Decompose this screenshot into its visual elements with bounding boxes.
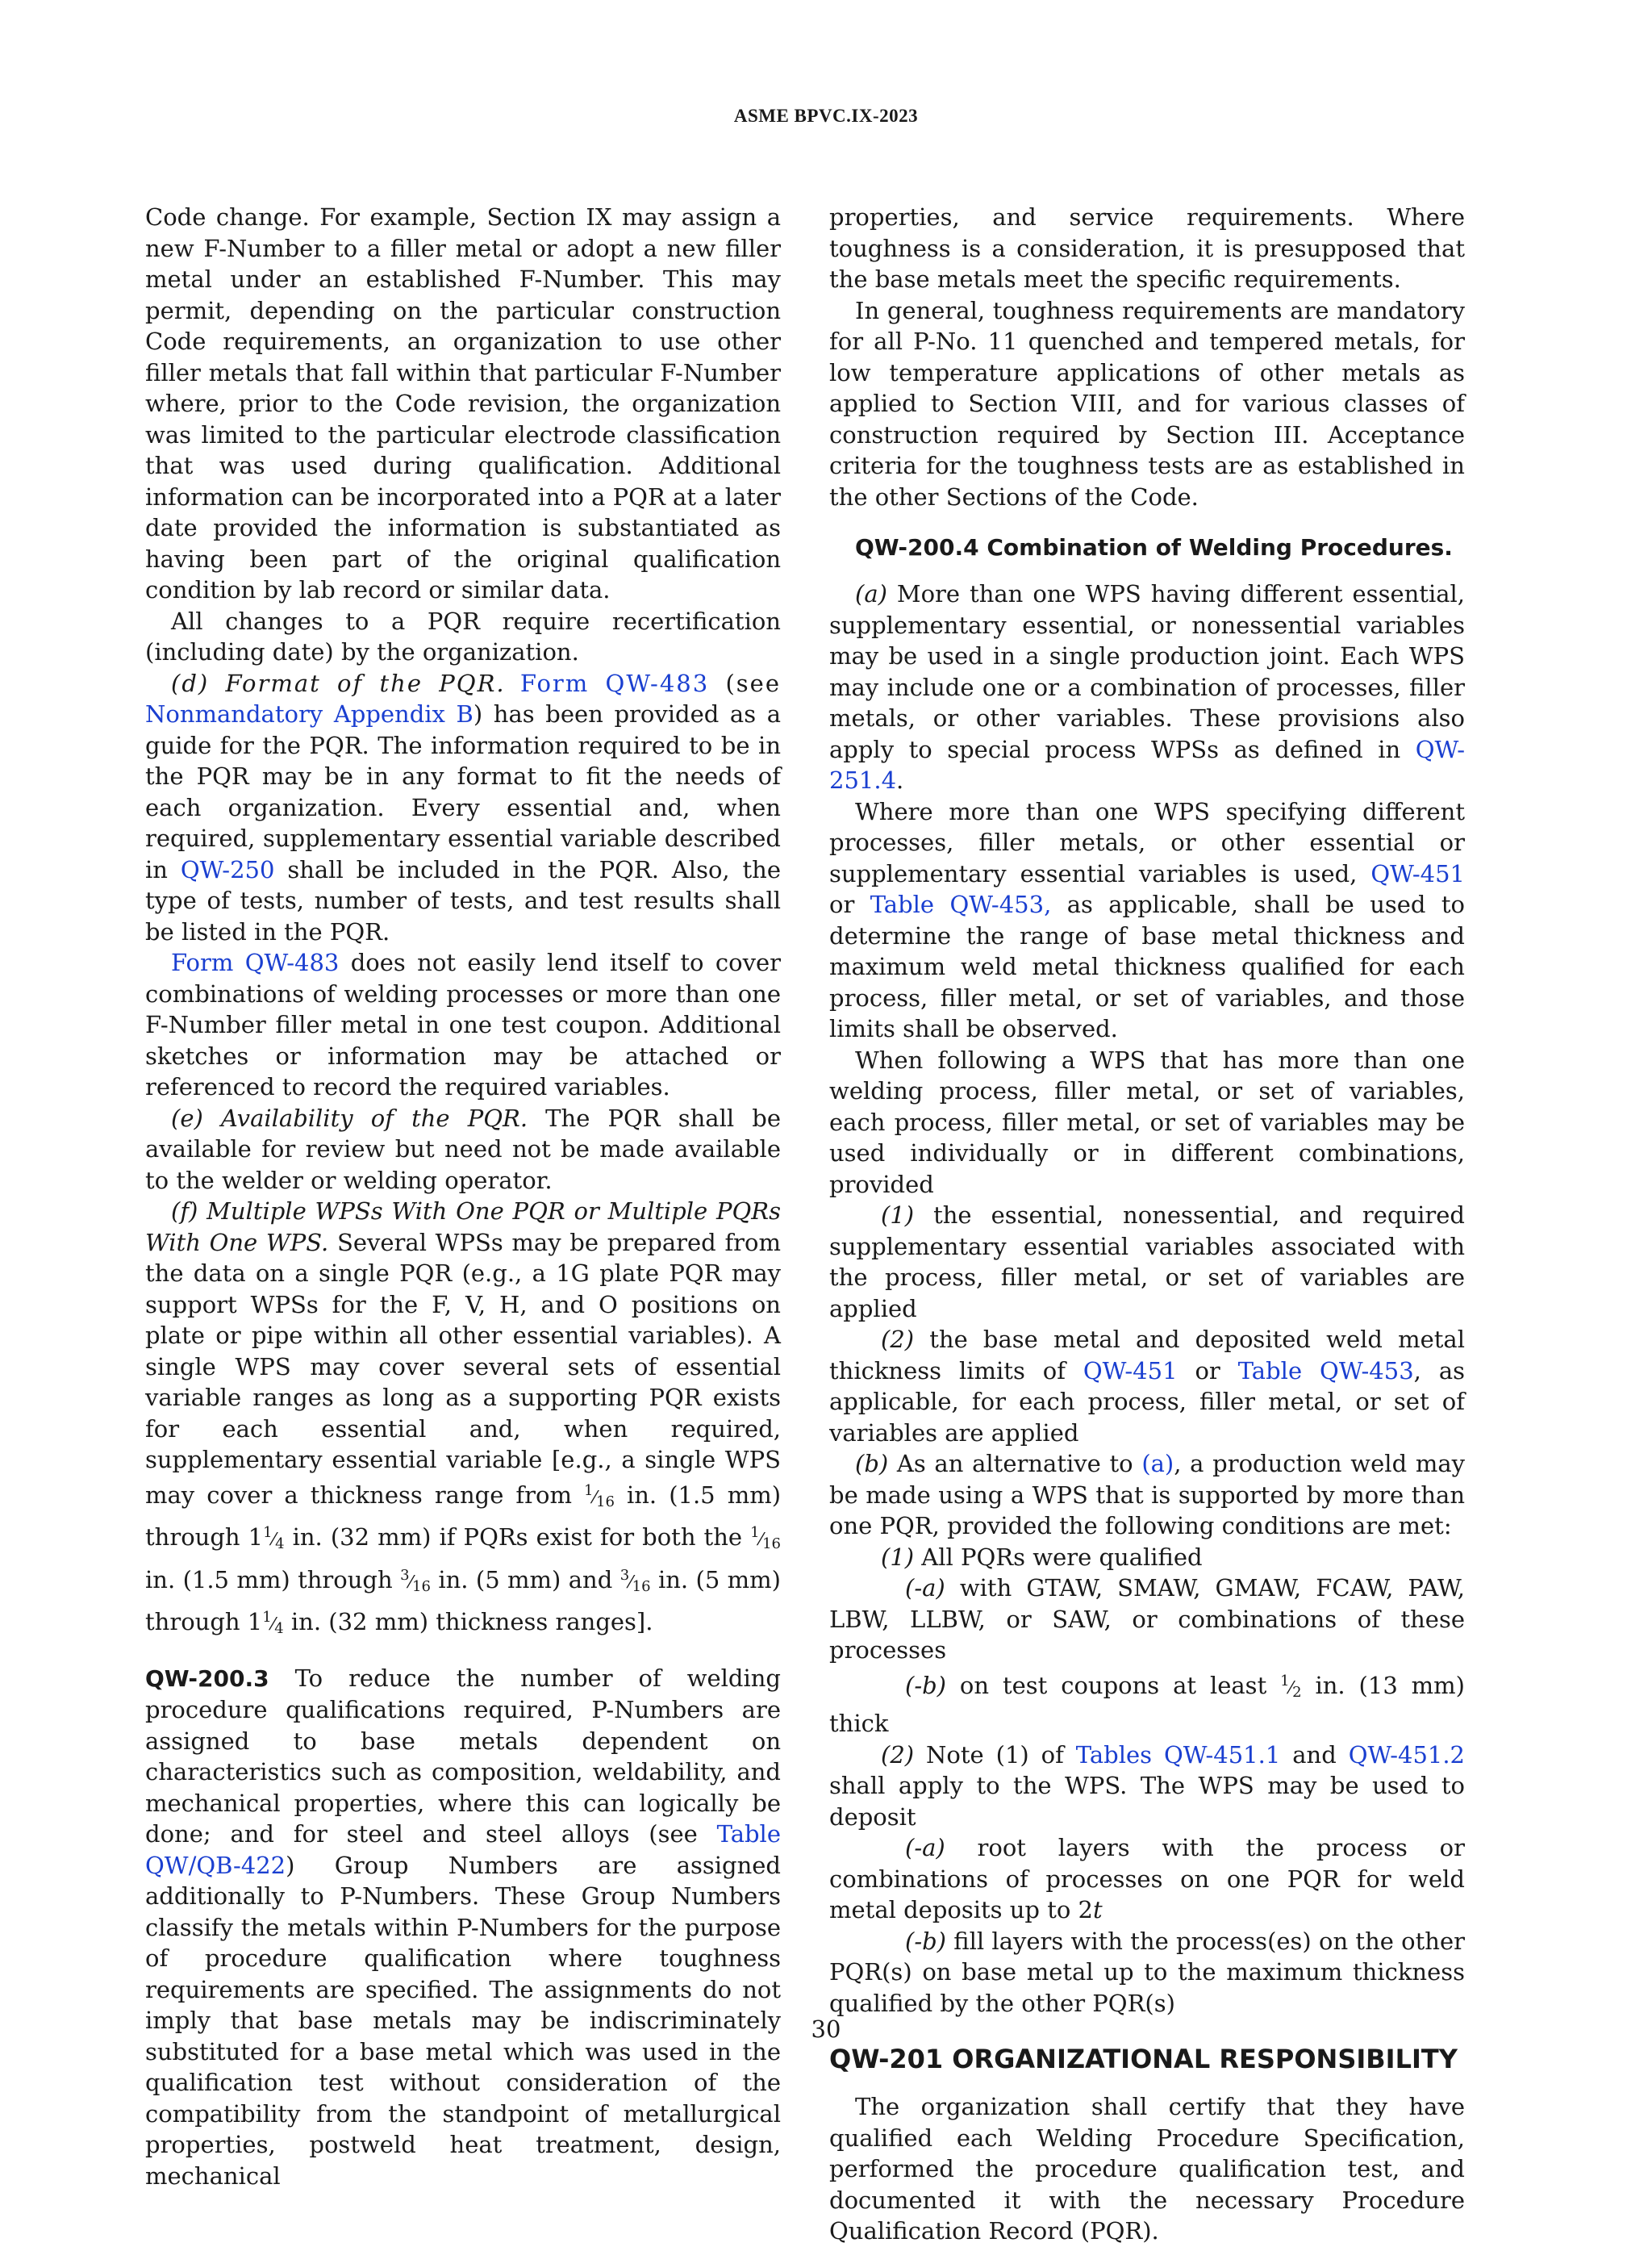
paragraph-item-a: (a) More than one WPS having different essential, supplementary essential, or nonessential variables may be used in a single production joint. Each WPS may include one or a combination of processes, filler metals, or other variables. These provisions also apply to special process WPSs as defined in QW-251.4. <box>829 580 1465 794</box>
format-of-pqr-label: (d) Format of the PQR. <box>171 669 506 697</box>
page-number: 30 <box>811 2015 841 2043</box>
paragraph-organization: The organization shall certify that they have qualified each Welding Procedure Specification, performed the procedure qualification test, and documented it with the necessary Procedure Qualification Record (PQR). <box>829 2093 1465 2245</box>
fraction: $^1⁄_2$ <box>1280 1672 1302 1701</box>
paragraph-service-requirements: properties, and service requirements. Where toughness is a consideration, it is presupposed that the base metals meet the specific requirements. <box>829 203 1465 293</box>
running-head: ASME BPVC.IX-2023 <box>733 106 919 126</box>
paragraph-form-qw-483: Form QW-483 does not easily lend itself to cover combinations of welding processes or more than one F-Number filler metal in one test coupon. Additional sketches or information may be attached or referenced to record the required variables. <box>145 949 781 1101</box>
qw-451-link[interactable]: QW-451 <box>1370 859 1465 888</box>
multiple-wps-label: (f) Multiple WPSs With One PQR or Multiple PQRs With One WPS. <box>145 1197 781 1256</box>
fraction: $^1⁄_4$ <box>263 1524 285 1552</box>
right-column <box>829 202 1465 2247</box>
paragraph-toughness: In general, toughness requirements are mandatory for all P-No. 11 quenched and tempered metals, for low temperature applications of other metals as applied to Section VIII, and for various classes of construction required by Section III. Acceptance criteria for the toughness tests are as established in the other Sections of the Code. <box>829 296 1465 511</box>
fraction: $^3⁄_{16}$ <box>400 1566 431 1595</box>
qw-451-link-2[interactable]: QW-451 <box>1083 1356 1178 1385</box>
paragraph-item-b2: (2) Note (1) of Tables QW-451.1 and QW-451.2 shall apply to the WPS. The WPS may be used to deposit <box>829 1740 1466 1831</box>
qw-200-3-label: QW-200.3 <box>145 1664 269 1692</box>
nonmandatory-appendix-b-link[interactable]: Nonmandatory Appendix B <box>145 700 473 728</box>
item-a-link[interactable]: (a) <box>1141 1450 1174 1477</box>
qw-250-link[interactable]: QW-250 <box>180 855 275 883</box>
qw-200-4-heading: QW-200.4 Combination of Welding Procedures. <box>855 534 1453 561</box>
qw-201-heading: QW-201 ORGANIZATIONAL RESPONSIBILITY <box>829 2044 1458 2074</box>
table-qw-453-link[interactable]: Table QW-453, <box>870 891 1052 918</box>
form-qw-483-link[interactable]: Form QW-483 <box>519 669 710 697</box>
paragraph-item-b1a: (-a) with GTAW, SMAW, GMAW, FCAW, PAW, LBW, LLBW, or SAW, or combinations of these processes <box>829 1574 1465 1664</box>
left-column <box>145 202 781 2191</box>
table-qw-qb-422-link[interactable]: Table QW/QB-422 <box>145 1820 781 1879</box>
qw-251-4-link[interactable]: QW-251.4 <box>829 735 1465 794</box>
paragraph-recertification: All changes to a PQR require recertification (including date) by the organization. <box>145 607 781 666</box>
paragraph-item-2: (2) the base metal and deposited weld metal thickness limits of QW-451 or Table QW-453, as applicable, for each process, filler metal, or set of variables are applied <box>829 1326 1465 1447</box>
paragraph-availability: (e) Availability of the PQR. The PQR shall be available for review but need not be made available to the welder or welding operator. <box>145 1104 781 1194</box>
paragraph-where-more-than-one: Where more than one WPS specifying different processes, filler metals, or other essential or supplementary essential variables is used, QW-451 or Table QW-453, as applicable, shall be used to determine the range of base metal thickness and maximum weld metal thickness qualified for each process, filler metal, or set of variables, and those limits shall be observed. <box>829 797 1465 1042</box>
paragraph-item-b: (b) As an alternative to (a), a production weld may be made using a WPS that is supported by more than one PQR, provided the following conditions are met: <box>829 1450 1466 1539</box>
fraction: $^1⁄_4$ <box>262 1609 284 1637</box>
table-qw-453-link-2[interactable]: Table QW-453 <box>1237 1356 1414 1385</box>
paragraph-format-of-pqr: (d) Format of the PQR. Form QW-483 (see Nonmandatory Appendix B) has been provided as a guide for the PQR. The information required to be in the PQR may be in any format to fit the needs of each organization. Every essential and, when required, supplementary essential variable described in QW-250 shall be included in the PQR. Also, the type of tests, number of tests, and test results shall be listed in the PQR. <box>145 669 781 946</box>
paragraph-qw-200-3: QW-200.3 To reduce the number of welding procedure qualifications required, P-Numbers are assigned to base metals dependent on characteristics such as composition, weldability, and mechanical properties, where this can logically be done; and for steel and steel alloys (see Table QW/QB-422) Group Numbers are assigned additionally to P-Numbers. These Group Numbers classify the metals within P-Numbers for the purpose of procedure qualification where toughness requirements are specified. The assignments do not imply that base metals may be indiscriminately substituted for a base metal which was used in the qualification test without consideration of the compatibility from the standpoint of metallurgical properties, postweld heat treatment, design, mechanical <box>145 1664 781 2190</box>
paragraph-item-b2b: (-b) fill layers with the process(es) on the other PQR(s) on base metal up to the maximum thickness qualified by the other PQR(s) <box>829 1927 1465 2017</box>
paragraph-item-b1: (1) All PQRs were qualified <box>881 1543 1203 1571</box>
fraction: $^1⁄_{16}$ <box>750 1524 781 1552</box>
paragraph-when-following: When following a WPS that has more than one welding process, filler metal, or set of variables, each process, filler metal, or set of variables may be used individually or in different combinations, provided <box>829 1046 1465 1198</box>
paragraph-item-b2a: (-a) root layers with the process or combinations of processes on one PQR for weld metal deposits up to 2t <box>829 1834 1465 1923</box>
paragraph-code-change: Code change. For example, Section IX may assign a new F-Number to a filler metal or adopt a new filler metal under an established F-Number. This may permit, depending on the particular construction Code requirements, an organization to use other filler metals that fall within that particular F-Number where, prior to the Code revision, the organization was limited to the particular electrode classification that was used during qualification. Additional information can be incorporated into a PQR at a later date provided the information is substantiated as having been part of the original qualification condition by lab record or similar data. <box>145 203 781 604</box>
paragraph-multiple-wps: (f) Multiple WPSs With One PQR or Multiple PQRs With One WPS. Several WPSs may be prepared from the data on a single PQR (e.g., a 1G plate PQR may support WPSs for the F, V, H, and O positions on plate or pipe within all other essential variables). A single WPS may cover several sets of essential variable ranges as long as a supporting PQR exists for each essential and, when required, supplementary essential variable [e.g., a single WPS may cover a thickness range from $^1⁄_{16}$ in. (1.5 mm) through $1^1⁄_4$ in. (32 mm) if PQRs exist for both the $^1⁄_{16}$ in. (1.5 mm) through $^3⁄_{16}$ in. (5 mm) and $^3⁄_{16}$ in. (5 mm) through $1^1⁄_4$ in. (32 mm) thickness ranges]. <box>145 1197 782 1637</box>
paragraph-item-1: (1) the essential, nonessential, and required supplementary essential variables associated with the process, filler metal, or set of variables are applied <box>829 1201 1465 1322</box>
fraction: $^1⁄_{16}$ <box>584 1481 615 1510</box>
fraction: $^3⁄_{16}$ <box>620 1566 651 1595</box>
tables-qw-451-1-link[interactable]: Tables QW-451.1 <box>1075 1740 1281 1769</box>
availability-label: (e) Availability of the PQR. <box>171 1104 528 1132</box>
paragraph-item-b1b: (-b) on test coupons at least $^1⁄_2$ in. (13 mm) thick <box>829 1671 1465 1737</box>
qw-451-2-link[interactable]: QW-451.2 <box>1348 1740 1466 1769</box>
form-qw-483-link-2[interactable]: Form QW-483 <box>171 949 340 976</box>
